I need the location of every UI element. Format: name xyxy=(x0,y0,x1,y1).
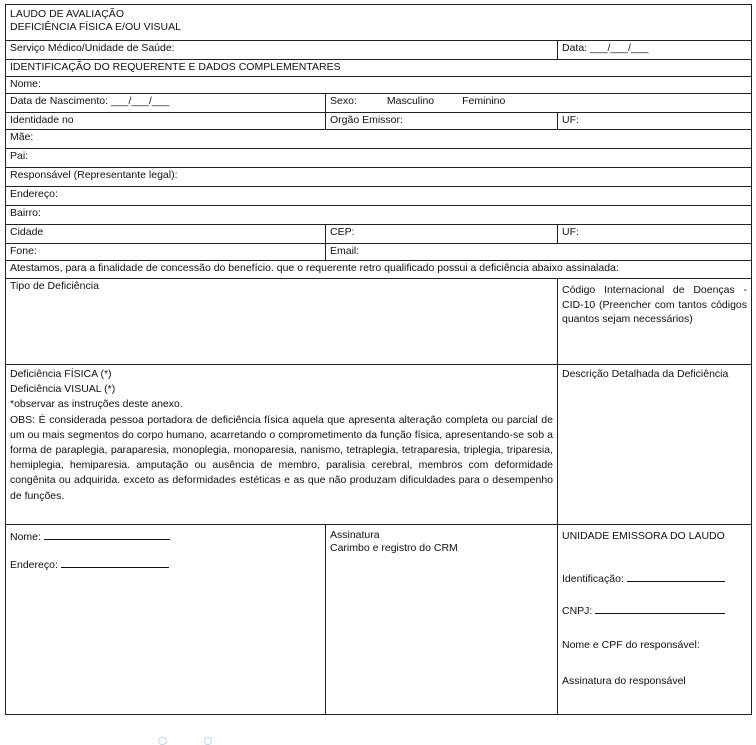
cnpj-line[interactable] xyxy=(595,603,725,614)
cropped-footer-artifact: ◯ ◯ xyxy=(158,736,214,745)
laudo-table xyxy=(5,4,752,715)
mae-field[interactable] xyxy=(6,130,752,149)
data-nascimento-label: Data de Nascimento: ___/___/___ xyxy=(10,95,170,107)
cnpj-label: CNPJ: xyxy=(562,605,593,617)
form-subtitle: DEFICIÊNCIA FÍSICA E/OU VISUAL xyxy=(10,21,181,33)
orgao-emissor-field[interactable] xyxy=(326,113,558,130)
assinatura-responsavel-label: Assinatura do responsável xyxy=(562,675,686,687)
pai-label: Pai: xyxy=(10,150,29,162)
email-field[interactable] xyxy=(326,244,752,261)
cidade-label: Cidade xyxy=(10,226,44,238)
orgao-emissor-label: Orgão Emissor: xyxy=(330,114,403,126)
atestado-text: Atestamos, para a finalidade de concessão do benefício. que o requerente retro qualificado possui a deficiência abaixo assinalada: xyxy=(6,261,752,279)
assinatura-cell[interactable] xyxy=(326,525,558,715)
cidade-field[interactable] xyxy=(6,225,326,244)
mae-label: Mãe: xyxy=(10,131,34,143)
pai-field[interactable] xyxy=(6,149,752,168)
rodape-nome-cell xyxy=(6,525,326,715)
unidade-emissora-label: UNIDADE EMISSORA DO LAUDO xyxy=(562,530,725,542)
rodape-endereco-line[interactable] xyxy=(61,557,169,568)
tipo-deficiencia-field[interactable] xyxy=(6,279,558,365)
rodape-endereco-label: Endereço: xyxy=(10,559,58,571)
data-field[interactable] xyxy=(558,41,752,60)
rodape-nome-label: Nome: xyxy=(10,531,41,543)
endereco-field[interactable] xyxy=(6,187,752,206)
responsavel-label: Responsável (Representante legal): xyxy=(10,169,178,181)
responsavel-field[interactable] xyxy=(6,168,752,187)
obs-text: OBS: É considerada pessoa portadora de deficiência física aquela que apresenta alteração completa ou parcial de um ou mais segmentos do corpo humano, acarretando o comprometimento da função física, apresentando-se sob a forma de paraplegia, paraparesia, monoplegia, monoparesia, nanismo, tetraplegia, tetraparesia, triplegia, triparesia, hemiplegia, hemiparesia. amputação ou ausência de membro, paralisia cerebral, membros com deformidade congênita ou adquirida. exceto as deformidades estéticas e as que não produzam dificuldades para o desempenho de funções. xyxy=(10,413,553,502)
deficiencia-fisica-option[interactable]: Deficiência FÍSICA (*) xyxy=(10,368,112,380)
servico-label: Serviço Médico/Unidade de Saúde: xyxy=(10,42,175,54)
form-title: LAUDO DE AVALIAÇÃO xyxy=(10,8,124,20)
descricao-label: Descrição Detalhada da Deficiência xyxy=(562,368,729,380)
nome-cpf-label: Nome e CPF do responsável: xyxy=(562,639,700,651)
uf2-field[interactable] xyxy=(558,225,752,244)
identificacao-label: Identificação: xyxy=(562,573,624,585)
bairro-field[interactable] xyxy=(6,206,752,225)
laudo-form xyxy=(5,4,751,715)
uf-label: UF: xyxy=(562,114,579,126)
form-title-cell xyxy=(6,5,752,41)
identificacao-line[interactable] xyxy=(627,571,725,582)
cid-label: Código Internacional de Doenças - CID-10 (Preencher com tantos códigos quantos sejam necessários) xyxy=(562,284,748,325)
deficiencia-cell xyxy=(6,365,558,525)
cid-field[interactable] xyxy=(558,279,752,365)
fone-label: Fone: xyxy=(10,245,37,257)
sexo-label: Sexo: xyxy=(330,95,357,107)
servico-field[interactable] xyxy=(6,41,558,60)
sexo-field[interactable] xyxy=(326,94,752,113)
deficiencia-visual-option[interactable]: Deficiência VISUAL (*) xyxy=(10,383,116,396)
identidade-label: Identidade no xyxy=(10,114,74,126)
identificacao-heading: IDENTIFICAÇÃO DO REQUERENTE E DADOS COMPLEMENTARES xyxy=(6,60,752,77)
tipo-deficiencia-label: Tipo de Deficiência xyxy=(10,280,99,292)
sexo-feminino-option[interactable]: Feminino xyxy=(462,95,506,107)
data-label: Data: ___/___/___ xyxy=(562,42,649,54)
endereco-label: Endereço: xyxy=(10,188,58,200)
assinatura-label: Assinatura xyxy=(330,529,380,541)
carimbo-label: Carimbo e registro do CRM xyxy=(330,542,458,554)
uf-field[interactable] xyxy=(558,113,752,130)
instrucoes-note: *observar as instruções deste anexo. xyxy=(10,398,183,411)
uf2-label: UF: xyxy=(562,226,579,238)
cep-field[interactable] xyxy=(326,225,558,244)
data-nascimento-field[interactable] xyxy=(6,94,326,113)
unidade-emissora-cell xyxy=(558,525,752,715)
rodape-nome-line[interactable] xyxy=(44,529,170,540)
descricao-field[interactable] xyxy=(558,365,752,525)
nome-field[interactable] xyxy=(6,77,752,94)
cep-label: CEP: xyxy=(330,226,355,238)
fone-field[interactable] xyxy=(6,244,326,261)
bairro-label: Bairro: xyxy=(10,207,41,219)
email-label: Email: xyxy=(330,245,360,257)
nome-label: Nome: xyxy=(10,78,41,90)
identidade-field[interactable] xyxy=(6,113,326,130)
sexo-masculino-option[interactable]: Masculino xyxy=(386,95,435,107)
